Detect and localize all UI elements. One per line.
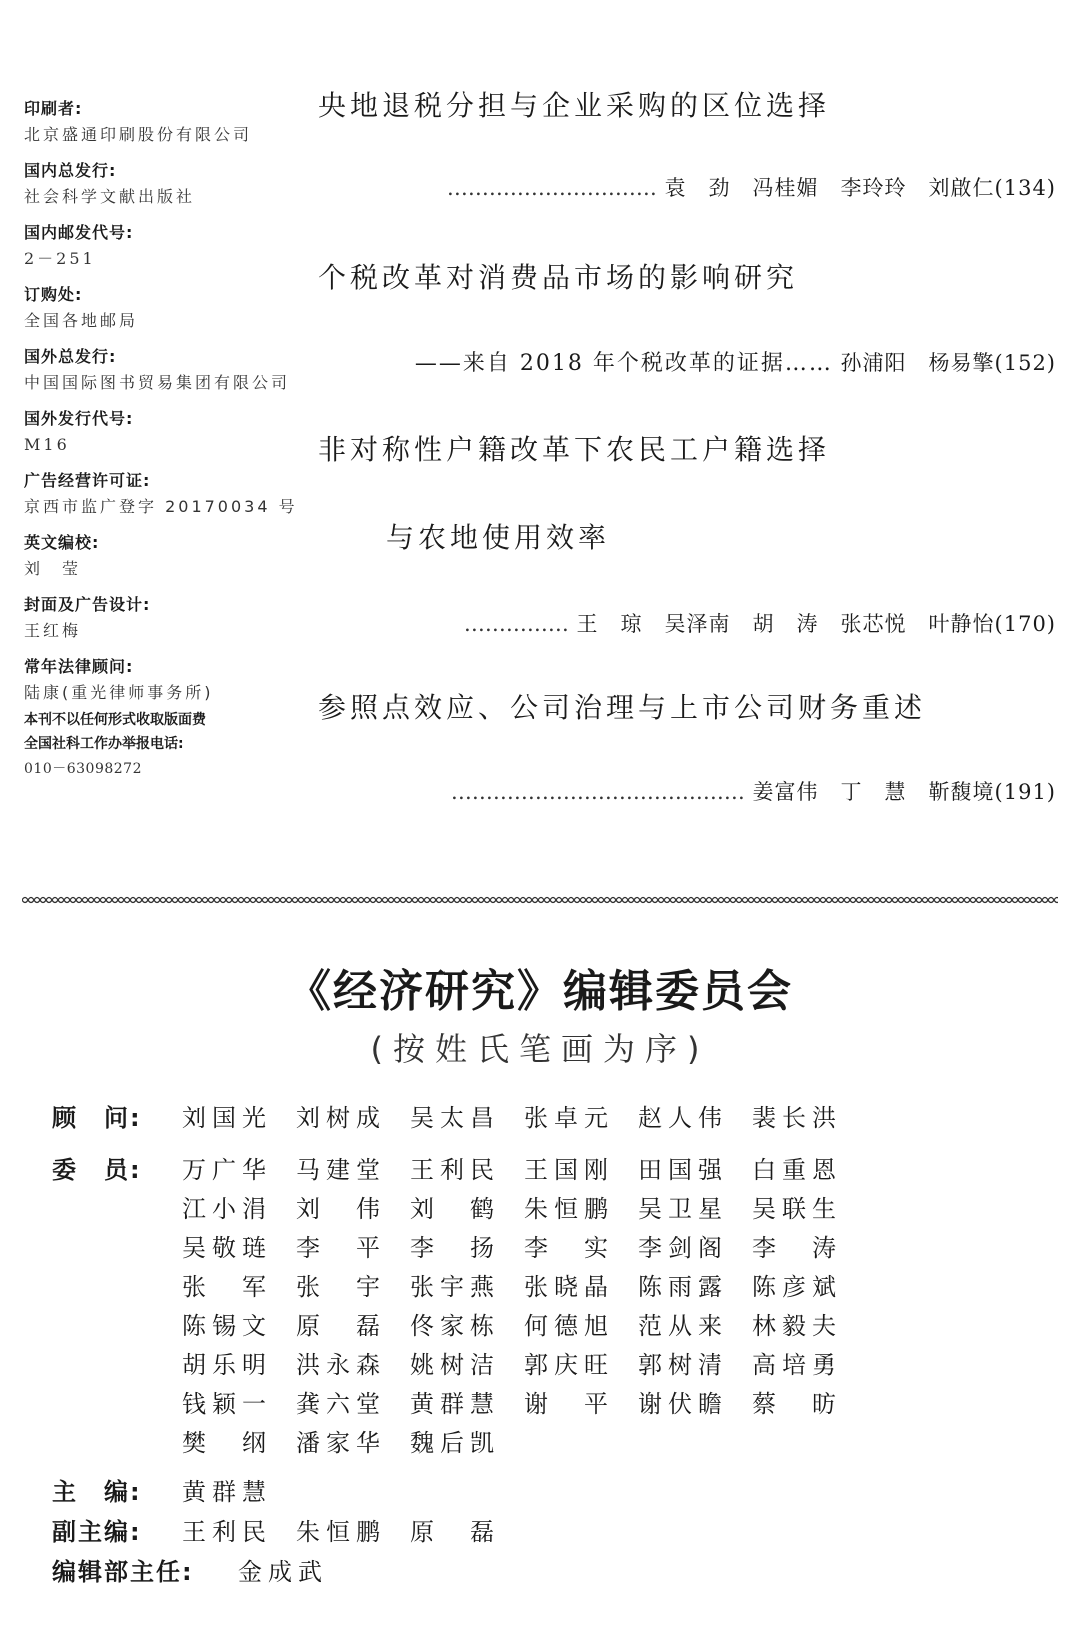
article-4-authors: 姜富伟 丁 慧 靳馥境(191) [752,780,1056,804]
committee-name: 朱恒鹏 [524,1195,614,1223]
committee-name: 蔡 昉 [752,1390,842,1418]
committee-name: 赵人伟 [638,1104,728,1132]
committee-name: 裴长洪 [752,1104,842,1132]
committee-name: 陈彦斌 [752,1273,842,1301]
committee-name: 李 涛 [752,1234,842,1262]
committee-name: 朱恒鹏 [296,1518,386,1546]
committee-name: 姚树洁 [410,1351,500,1379]
committee-name: 樊 纲 [182,1429,272,1457]
committee-name: 张 宇 [296,1273,386,1301]
editor-label: 主 编: [52,1478,142,1506]
article-1-leader-dots: ………………………… [446,176,657,200]
committee-name: 张宇燕 [410,1273,500,1301]
committee-name: 胡乐明 [182,1351,272,1379]
info-label-domestic-distributor: 国内总发行: [24,161,117,180]
article-2-title[interactable]: 个税改革对消费品市场的影响研究 [318,261,799,294]
article-4-title[interactable]: 参照点效应、公司治理与上市公司财务重述 [318,691,927,724]
hotline-value: 010－63098272 [24,761,142,777]
committee-name: 李剑阁 [638,1234,728,1262]
committee-name: 刘 鹤 [410,1195,500,1223]
info-value-foreign-distributor: 中国国际图书贸易集团有限公司 [24,373,291,392]
committee-name: 万广华 [182,1156,272,1184]
info-value-cover-design: 王红梅 [24,621,82,640]
committee-name: 洪永森 [296,1351,386,1379]
info-label-foreign-code: 国外发行代号: [24,409,134,428]
info-value-printer: 北京盛通印刷股份有限公司 [24,125,253,144]
committee-title: 《经济研究》编辑委员会 [287,966,793,1017]
committee-name: 吴卫星 [638,1195,728,1223]
deputy-editors-label: 副主编: [52,1518,142,1546]
info-value-legal-advisor: 陆康(重光律师事务所) [24,683,214,702]
committee-name: 张 军 [182,1273,272,1301]
committee-name: 佟家栋 [410,1312,500,1340]
committee-subtitle: (按姓氏笔画为序) [370,1030,710,1068]
committee-name: 江小涓 [182,1195,272,1223]
committee-name: 田国强 [638,1156,728,1184]
committee-name: 吴太昌 [410,1104,500,1132]
advisors-label: 顾 问: [52,1104,142,1132]
committee-name: 林毅夫 [752,1312,842,1340]
committee-name: 何德旭 [524,1312,614,1340]
article-1-title[interactable]: 央地退税分担与企业采购的区位选择 [318,89,831,122]
article-3-title[interactable]: 非对称性户籍改革下农民工户籍选择 [318,433,831,466]
committee-name: 王利民 [182,1518,272,1546]
office-head-label: 编辑部主任: [52,1558,194,1586]
article-2-subtitle: ——来自 2018 年个税改革的证据…… [414,351,833,376]
info-label-legal-advisor: 常年法律顾问: [24,657,134,676]
committee-name: 李 实 [524,1234,614,1262]
committee-name: 潘家华 [296,1429,386,1457]
info-label-subscription: 订购处: [24,285,83,304]
committee-name: 郭树清 [638,1351,728,1379]
article-1-byline [447,172,1056,202]
committee-name: 吴联生 [752,1195,842,1223]
article-3-leader-dots: …………… [463,612,569,636]
info-label-domestic-postal-code: 国内邮发代号: [24,223,134,242]
no-page-fee-notice: 本刊不以任何形式收取版面费 [24,712,206,728]
committee-name: 范从来 [638,1312,728,1340]
members-label: 委 员: [52,1156,142,1184]
committee-name: 张晓晶 [524,1273,614,1301]
committee-name: 王利民 [410,1156,500,1184]
wavy-divider [22,894,1058,906]
committee-name: 吴敬琏 [182,1234,272,1262]
publication-info [24,96,314,792]
committee-name: 刘国光 [182,1104,272,1132]
info-label-foreign-distributor: 国外总发行: [24,347,117,366]
article-3-authors: 王 琼 吴泽南 胡 涛 张芯悦 叶静怡(170) [576,612,1056,636]
committee-name: 李 扬 [410,1234,500,1262]
editor-name: 黄群慧 [182,1478,272,1506]
hotline-label: 全国社科工作办举报电话: [24,736,184,752]
committee-name: 刘树成 [296,1104,386,1132]
committee-name: 马建堂 [296,1156,386,1184]
committee-name: 钱颖一 [182,1390,272,1418]
committee-name: 原 磊 [296,1312,386,1340]
article-1-authors: 袁 劲 冯桂媚 李玲玲 刘啟仁(134) [664,176,1056,200]
article-4-byline [451,776,1056,806]
committee-name: 魏后凯 [410,1429,500,1457]
committee-name: 谢伏瞻 [638,1390,728,1418]
committee-name: 高培勇 [752,1351,842,1379]
committee-name: 郭庆旺 [524,1351,614,1379]
info-label-printer: 印刷者: [24,99,83,118]
info-value-subscription: 全国各地邮局 [24,311,139,330]
committee-name: 龚六堂 [296,1390,386,1418]
article-2-authors: 孙浦阳 杨易擎(152) [840,351,1056,375]
committee-name: 陈锡文 [182,1312,272,1340]
article-3-byline [464,608,1056,638]
committee-name: 刘 伟 [296,1195,386,1223]
info-value-domestic-distributor: 社会科学文献出版社 [24,187,196,206]
committee-name: 谢 平 [524,1390,614,1418]
committee-name: 陈雨露 [638,1273,728,1301]
committee-name: 李 平 [296,1234,386,1262]
committee-name: 王国刚 [524,1156,614,1184]
article-2-byline [415,346,1056,377]
info-value-foreign-code: M16 [24,435,70,454]
office-head-name: 金成武 [238,1558,328,1586]
info-value-domestic-postal-code: 2－251 [24,249,96,268]
committee-name: 原 磊 [410,1518,500,1546]
article-4-leader-dots: …………………………………… [450,780,745,804]
info-label-cover-design: 封面及广告设计: [24,595,151,614]
committee-name: 张卓元 [524,1104,614,1132]
committee-name: 黄群慧 [410,1390,500,1418]
info-label-english-editor: 英文编校: [24,533,100,552]
info-value-ad-license: 京西市监广登字 20170034 号 [24,497,298,516]
article-3-title-line2[interactable]: 与农地使用效率 [386,521,611,554]
info-label-ad-license: 广告经营许可证: [24,471,151,490]
committee-name: 白重恩 [752,1156,842,1184]
info-value-english-editor: 刘 莹 [24,559,82,578]
